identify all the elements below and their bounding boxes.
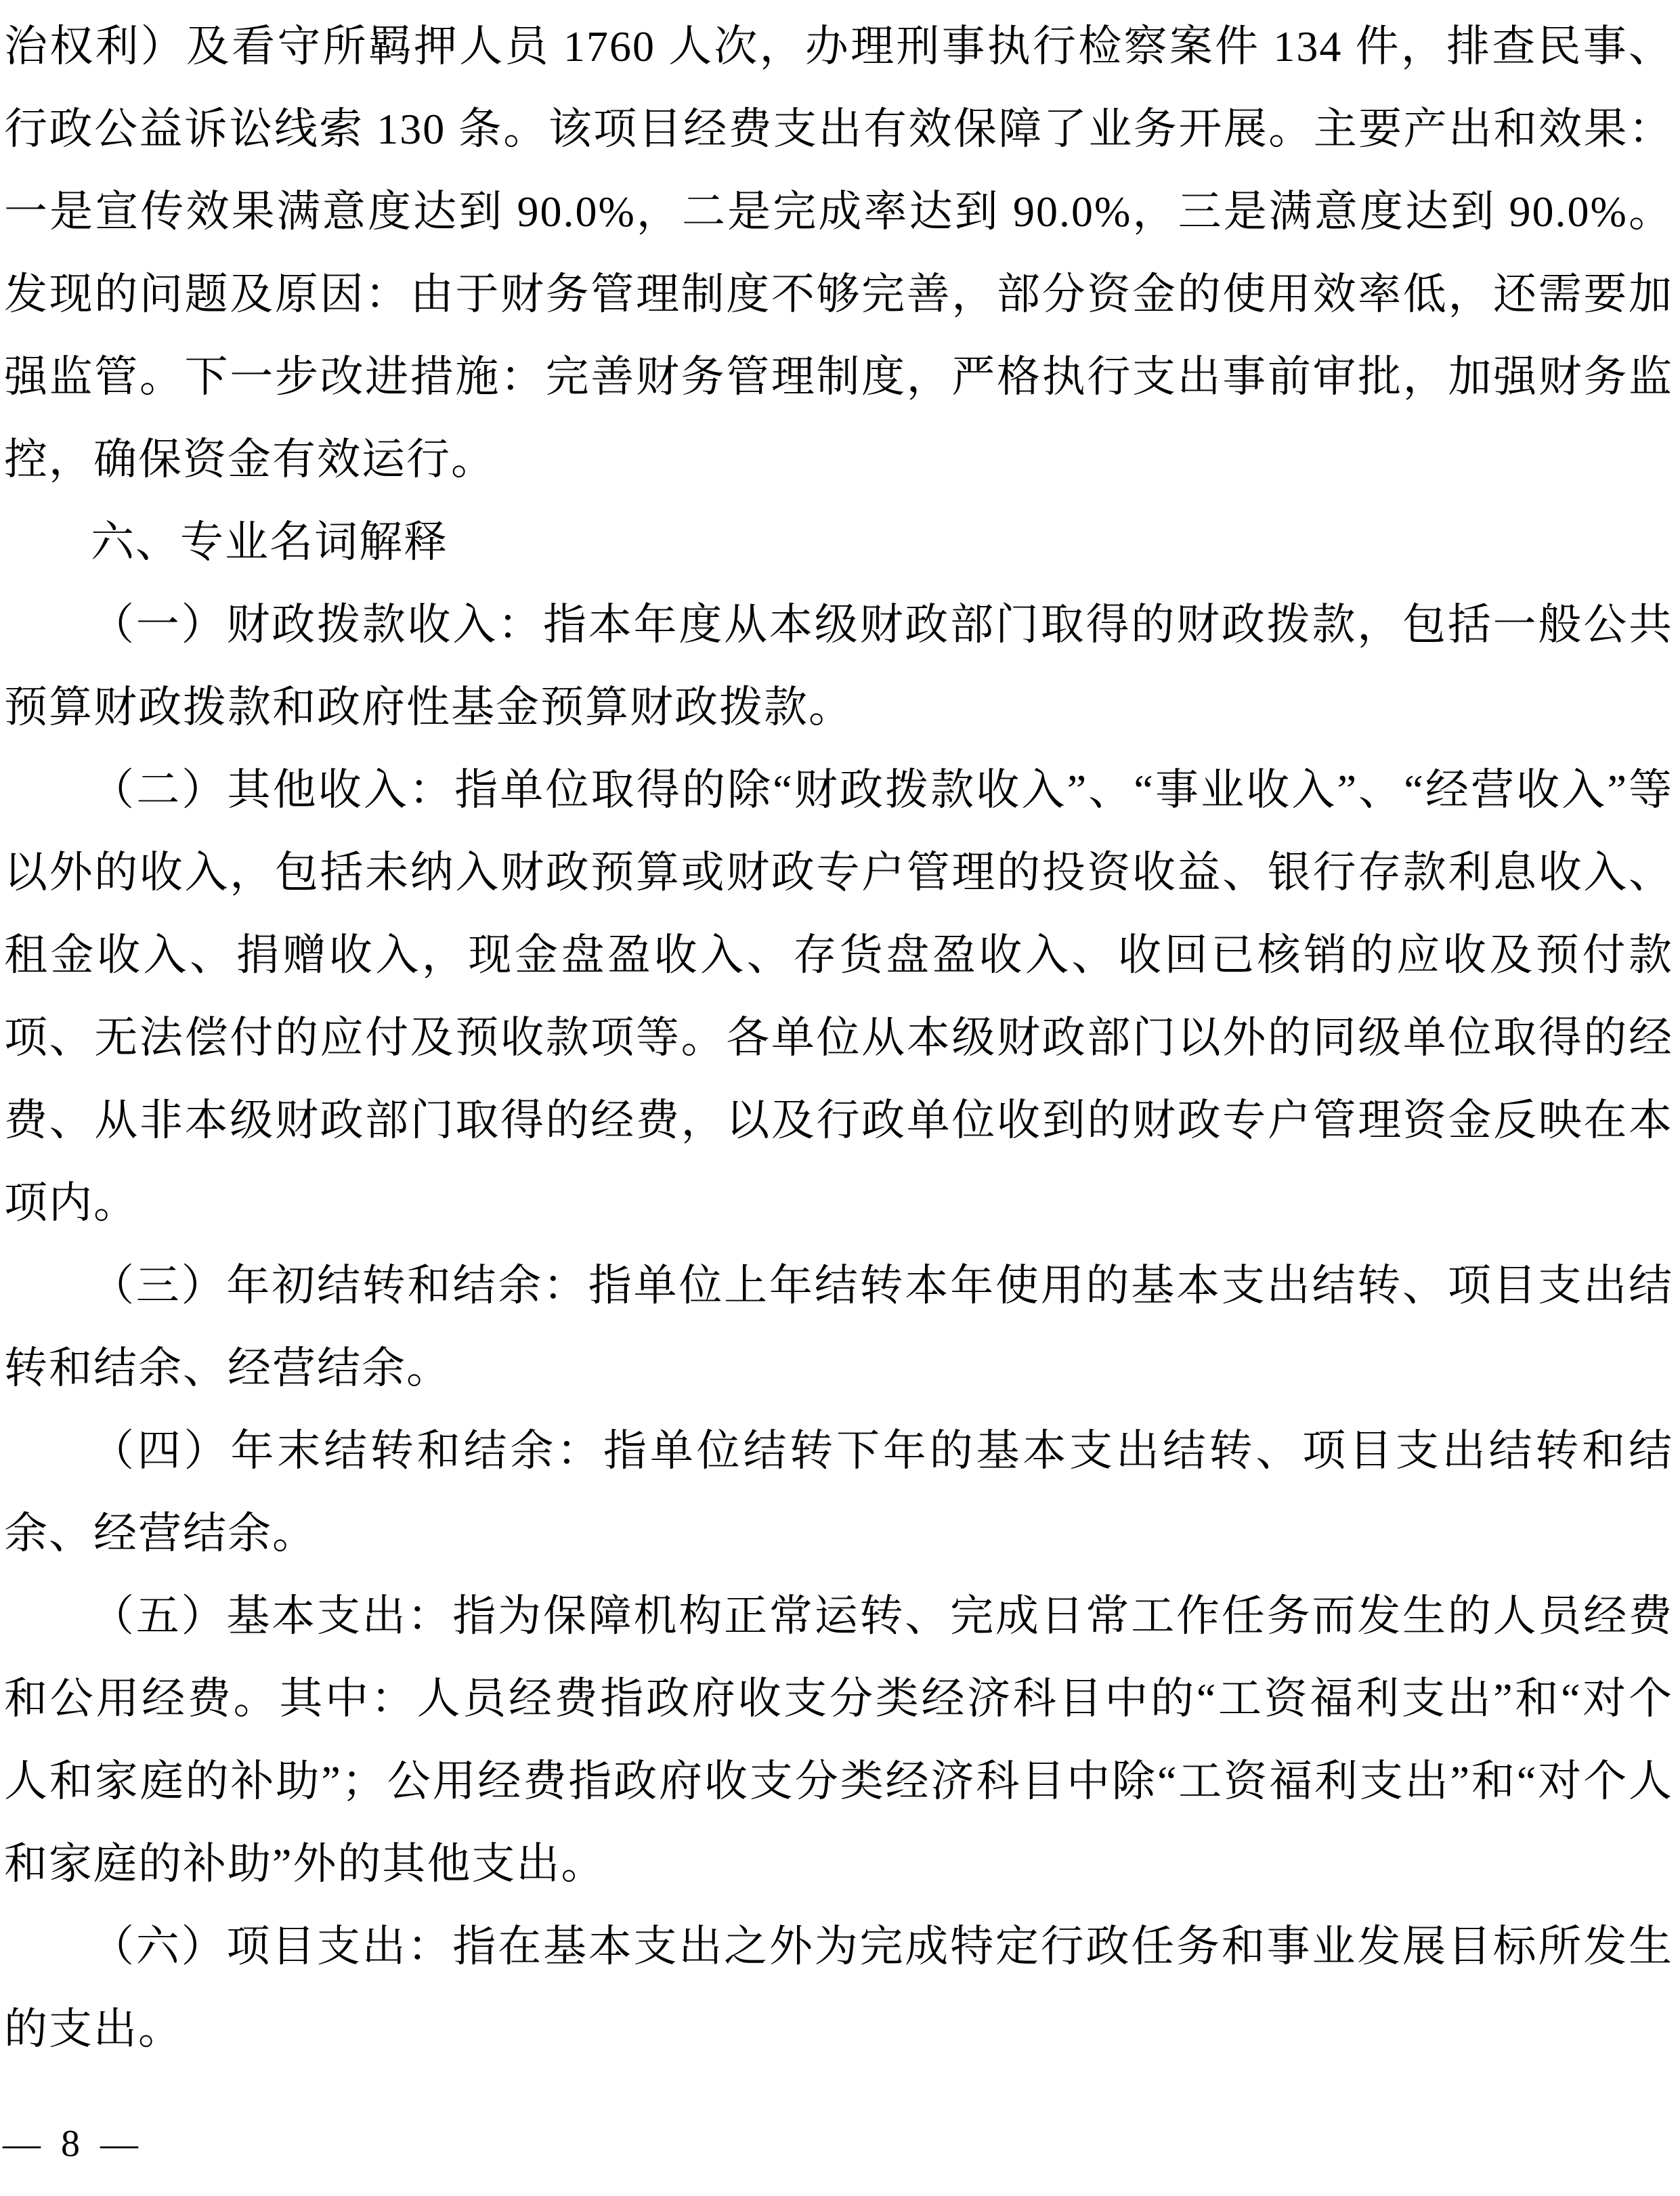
paragraph-definition-project-expenditure: （六）项目支出：指在基本支出之外为完成特定行政任务和事业发展目标所发生的支出。 [4, 1922, 1673, 2053]
paragraph-definition-other-income: （二）其他收入：指单位取得的除“财政拨款收入”、“事业收入”、“经营收入”等以外的收入，包括未纳入财政预算或财政专户管理的投资收益、银行存款利息收入、租金收入、捐赠收入，现金盘盈收入、存货盘盈收入、收回已核销的应收及预付款项、无法偿付的应付及预收款项等。各单位从本级财政部门以外的同级单位取得的经费、从非本级财政部门取得的经费，以及行政单位收到的财政专户管理资金反映在本项内。 [4, 766, 1673, 1227]
page-number: — 8 — [3, 2123, 144, 2165]
paragraph-definition-basic-expenditure: （五）基本支出：指为保障机构正常运转、完成日常工作任务而发生的人员经费和公用经费。其中：人员经费指政府收支分类经济科目中的“工资福利支出”和“对个人和家庭的补助”；公用经费指政府收支分类经济科目中除“工资福利支出”和“对个人和家庭的补助”外的其他支出。 [4, 1592, 1673, 1888]
paragraph-definition-beginning-year-carryover: （三）年初结转和结余：指单位上年结转本年使用的基本支出结转、项目支出结转和结余、经营结余。 [4, 1262, 1673, 1392]
paragraph-definition-fiscal-appropriation-income: （一）财政拨款收入：指本年度从本级财政部门取得的财政拨款，包括一般公共预算财政拨款和政府性基金预算财政拨款。 [4, 601, 1673, 731]
paragraph-definition-year-end-carryover: （四）年末结转和结余：指单位结转下年的基本支出结转、项目支出结转和结余、经营结余。 [4, 1427, 1673, 1557]
paragraph-project-performance-continuation: 治权利）及看守所羁押人员 1760 人次，办理刑事执行检察案件 134 件，排查民事、行政公益诉讼线索 130 条。该项目经费支出有效保障了业务开展。主要产出和效果：一是宣传效果满意度达到 90.0%，二是完成率达到 90.0%，三是满意度达到 90.0%。发现的问题及原因：由于财务管理制度不够完善，部分资金的使用效率低，还需要加强监管。下一步改进措施：完善财务管理制度，严格执行支出事前审批，加强财务监控，确保资金有效运行。 [4, 22, 1673, 483]
section-heading-glossary: 六、专业名词解释 [91, 518, 448, 566]
